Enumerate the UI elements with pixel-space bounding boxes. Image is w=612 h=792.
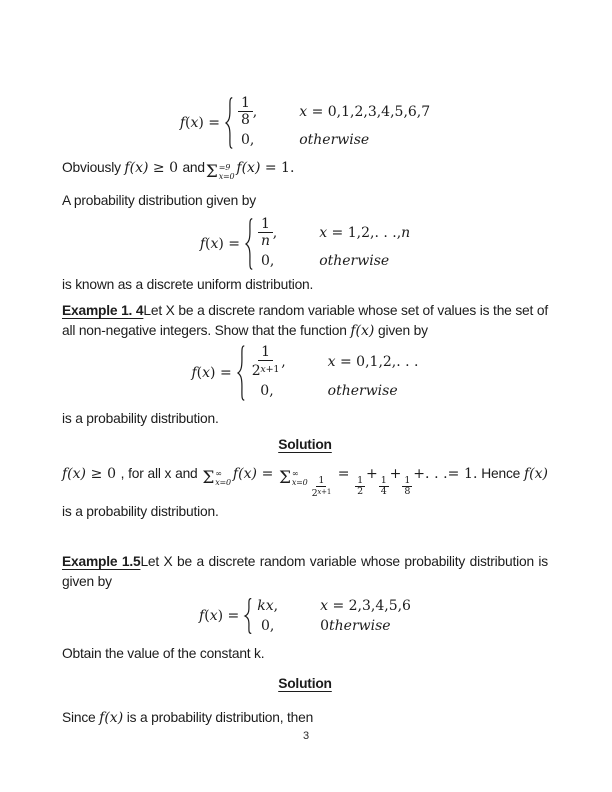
solution-heading-1 xyxy=(62,435,548,455)
formula2-lhs xyxy=(200,234,240,254)
math-kx: kx xyxy=(257,598,274,614)
comma: , xyxy=(281,354,286,370)
text-run: and xyxy=(182,160,205,175)
case1-condition xyxy=(319,223,410,243)
para-since xyxy=(62,708,548,728)
condition-values: = 0,1,2,. . . xyxy=(335,354,419,370)
case1-condition xyxy=(328,352,419,372)
num: 1 xyxy=(357,475,364,486)
case1-value xyxy=(257,596,278,616)
sigma-upper-limit: =9 xyxy=(218,163,231,172)
math-x: x xyxy=(299,104,308,120)
num: 1 xyxy=(318,475,325,486)
left-brace-icon xyxy=(244,218,253,270)
case1-condition xyxy=(299,102,430,122)
exponent-rest: +1 xyxy=(321,488,332,496)
formula-uniform-8 xyxy=(62,96,548,150)
zero: 0, xyxy=(260,383,274,399)
case1-condition xyxy=(320,596,411,616)
solution-1-body xyxy=(62,461,548,524)
math-op: ≥ 0 xyxy=(86,466,121,482)
fraction-denominator: n xyxy=(260,233,270,249)
case2-value xyxy=(241,130,254,150)
inline-fraction xyxy=(355,476,365,497)
paren-eq: ) = xyxy=(218,236,241,252)
case2-condition: otherwise xyxy=(299,132,370,148)
math-op: = xyxy=(333,466,355,482)
math-op: + xyxy=(366,466,378,482)
math-x: x xyxy=(209,608,218,624)
page-number xyxy=(0,726,612,746)
case1-value xyxy=(258,217,277,249)
math-op: +. . .= 1. xyxy=(413,466,478,482)
otherwise-rest: therwise xyxy=(329,618,391,634)
paren: ( xyxy=(204,608,210,624)
sigma-lower-limit: x=0 xyxy=(218,171,235,181)
text-run: given by xyxy=(374,323,428,338)
case2-value xyxy=(261,251,274,271)
text-run: , for all x and xyxy=(120,466,202,481)
zero: 0, xyxy=(260,253,275,269)
math-op: = xyxy=(256,466,279,482)
math-fx: f(x) xyxy=(124,160,149,176)
condition-values: = 0,1,2,3,4,5,6,7 xyxy=(307,104,431,120)
sigma-icon: Σ xyxy=(279,468,291,488)
piecewise-cases xyxy=(250,345,419,401)
math-f: f xyxy=(179,115,186,131)
math-x: x xyxy=(317,488,322,496)
math-f: f xyxy=(199,608,205,624)
fraction-denominator xyxy=(250,361,282,379)
sigma-icon: Σ xyxy=(202,468,215,488)
formula4-lhs xyxy=(199,606,239,626)
piecewise-cases xyxy=(258,217,410,271)
zero: 0, xyxy=(240,132,255,148)
formula-kx xyxy=(62,596,548,636)
math-op: ≥ 0 xyxy=(148,160,183,176)
paren-eq: ) = xyxy=(198,115,221,131)
comma: , xyxy=(273,598,279,614)
case2-condition: otherwise xyxy=(327,383,398,399)
math-x: x xyxy=(320,598,328,614)
fraction-denominator: 8 xyxy=(241,112,250,128)
num: 1 xyxy=(380,475,387,486)
example-label: Example 1.5 xyxy=(62,554,141,569)
piecewise-cases xyxy=(257,596,411,636)
math-f: f xyxy=(199,236,205,252)
zero: 0, xyxy=(260,618,275,634)
case2-value xyxy=(260,381,285,401)
math-op: + xyxy=(389,466,402,482)
math-op: = 1. xyxy=(260,160,295,176)
den: 2 xyxy=(357,486,364,497)
math-x: x xyxy=(327,354,336,370)
den-base: 2 xyxy=(251,363,261,379)
math-x: x xyxy=(202,365,211,381)
left-brace-icon xyxy=(236,345,245,401)
sigma-lower-limit: x=0 xyxy=(215,477,231,487)
sigma-operator xyxy=(279,470,308,487)
formula3-lhs xyxy=(191,363,231,383)
sigma-operator xyxy=(206,164,235,181)
text-run: Since xyxy=(62,710,100,725)
math-fx: f(x) xyxy=(232,466,257,482)
example-1-4 xyxy=(62,301,548,341)
sigma-icon: Σ xyxy=(205,162,218,182)
math-fx: f(x) xyxy=(62,466,87,482)
text-run: Let X be a discrete random variable whose probability distribution is given by xyxy=(62,554,548,589)
math-n: n xyxy=(401,225,411,241)
fraction-numerator: 1 xyxy=(258,217,273,233)
text-run: Hence xyxy=(477,466,521,481)
case1-value xyxy=(250,345,286,379)
inline-fraction xyxy=(402,476,412,497)
math-x: x xyxy=(319,225,328,241)
text-run: Let X be a discrete random variable whose set of values is the set of all non-negative integers. Show that the function xyxy=(62,303,548,338)
case2-value xyxy=(261,616,274,636)
example-label: Example 1. 4 xyxy=(62,303,144,318)
formula-uniform-n xyxy=(62,217,548,271)
sigma-lower-limit: x=0 xyxy=(291,477,308,487)
math-fx: f(x) xyxy=(236,160,261,176)
comma: , xyxy=(272,225,278,241)
zero-glyph: 0 xyxy=(320,618,330,634)
den xyxy=(311,487,333,499)
para-is-prob xyxy=(62,409,548,429)
paren-eq: ) = xyxy=(217,608,240,624)
math-x: x xyxy=(190,115,199,131)
sigma-operator xyxy=(202,470,231,487)
paren: ( xyxy=(205,236,211,252)
den: 4 xyxy=(380,486,387,497)
example-1-5 xyxy=(62,552,548,592)
condition-values: = 1,2,. . ., xyxy=(327,225,402,241)
math-f: f xyxy=(191,365,197,381)
math-fx: f(x) xyxy=(523,466,548,482)
comma: , xyxy=(252,104,258,120)
text-run: is a probability distribution. xyxy=(62,504,219,519)
text-run: is a probability distribution, then xyxy=(123,710,314,725)
case1-value xyxy=(238,96,257,128)
fraction-numerator: 1 xyxy=(258,345,273,361)
text-run: Obviously xyxy=(62,160,125,175)
paren: ( xyxy=(196,365,203,381)
formula-geometric xyxy=(62,345,548,401)
case2-condition xyxy=(320,616,390,636)
left-brace-icon xyxy=(243,598,252,634)
para-known-as xyxy=(62,275,548,295)
sigma-upper-limit: ∞ xyxy=(215,469,222,478)
left-brace-icon xyxy=(224,97,233,149)
inline-fraction xyxy=(379,476,389,497)
case2-condition: otherwise xyxy=(319,253,390,269)
formula1-lhs xyxy=(180,113,220,133)
page-number-text: 3 xyxy=(302,730,310,742)
math-x: x xyxy=(210,236,219,252)
para-prob-dist xyxy=(62,191,548,211)
para-obviously xyxy=(62,158,548,181)
piecewise-cases xyxy=(238,96,430,150)
text-run: is known as a discrete uniform distribution. xyxy=(62,277,314,292)
text-run: A probability distribution given by xyxy=(62,193,256,208)
math-x: x xyxy=(260,364,266,375)
text-run: is a probability distribution. xyxy=(62,411,219,426)
num: 1 xyxy=(404,475,411,486)
paren: ( xyxy=(185,115,191,131)
sigma-upper-limit: ∞ xyxy=(291,469,299,478)
solution-heading-2 xyxy=(62,674,548,694)
den: 8 xyxy=(404,486,411,497)
para-obtain xyxy=(62,644,548,664)
exponent-rest: +1 xyxy=(265,364,280,375)
solution-label: Solution xyxy=(278,676,332,691)
math-fx: f(x) xyxy=(350,323,375,339)
solution-label: Solution xyxy=(278,437,332,452)
text-run: Obtain the value of the constant k. xyxy=(62,646,265,661)
math-fx: f(x) xyxy=(99,710,124,726)
condition-values: = 2,3,4,5,6 xyxy=(328,598,411,614)
den-base: 2 xyxy=(311,488,318,499)
inline-fraction xyxy=(311,476,333,499)
paren-eq: ) = xyxy=(210,365,232,381)
fraction-numerator: 1 xyxy=(238,96,253,112)
